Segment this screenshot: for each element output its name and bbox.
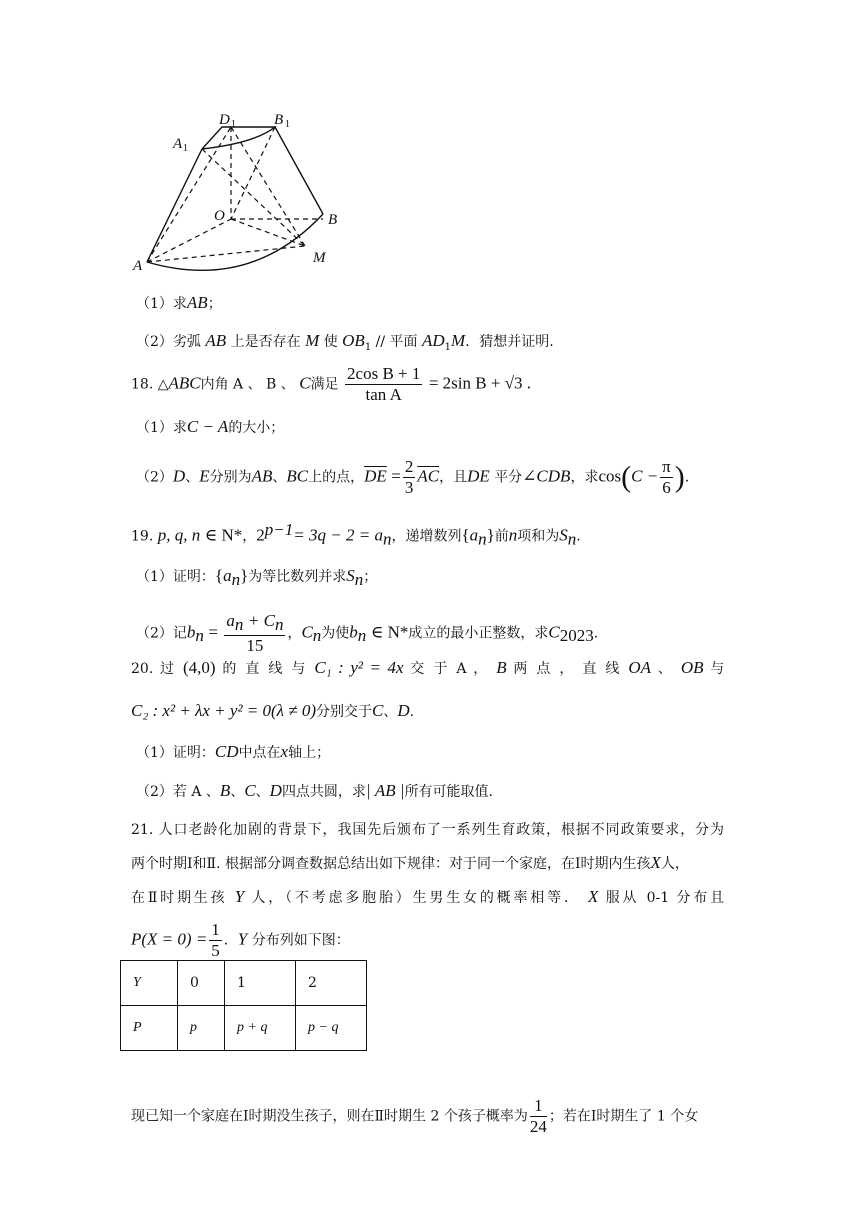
q19-part2: （2）记$b_n$ = $\frac{a_n + C_n}{15}$ ，$C_n$为使$b_n$ ∈ N*成立的最小正整数，求$C_{2023}$.	[136, 611, 599, 655]
label-D1-sub: 1	[231, 119, 236, 130]
distribution-table	[120, 960, 367, 1051]
label-M: M	[313, 250, 326, 266]
label-D1: D	[219, 112, 230, 128]
q17-part2: （2）劣弧 AB 上是否存在 M 使 $OB_1$ // 平面 $AD_1M$．猜想并证明.	[136, 331, 554, 353]
q20-line2: C₂ : x² + λx + y² = 0(λ ≠ 0)分别交于C、D.	[131, 701, 415, 720]
label-B1: B	[274, 112, 284, 128]
q20-part1: （1）证明：CD中点在x轴上；	[136, 742, 331, 761]
label-A1-sub: 1	[183, 143, 188, 154]
label-O: O	[214, 208, 225, 224]
label-B1-sub: 1	[285, 119, 290, 130]
q19-part1: （1）证明：$\{a_n\}$为等比数列并求$S_n$；	[136, 566, 378, 589]
q21-line3: 在Ⅱ时期生孩 Y 人，（不考虑多胞胎）生男生女的概率相等． X 服从 0-1 分布且	[131, 887, 725, 906]
q18-stem: 18. △ABC内角 A 、 B 、 C满足 $\frac{\text{2cos B + 1}}{\text{tan A}}$ = 2sin B + √3 .	[131, 364, 532, 404]
geometry-figure	[125, 105, 345, 280]
q21-line5: 现已知一个家庭在Ⅰ时期没生孩子，则在Ⅱ时期生 2 个孩子概率为 $\frac{1}{24}$ ；若在Ⅰ时期生了 1 个女	[131, 1096, 699, 1136]
q18-fraction: $\frac{\text{2cos B + 1}}{\text{tan A}}$	[347, 364, 421, 404]
q21-line4: P(X = 0) = $\frac{1}{5}$ ．Y 分布列如下图：	[131, 920, 350, 960]
q18-part2: （2）D、E分别为AB、BC上的点，$\overline{DE}$ = $\frac{2}{3}$ $\overline{AC}$，且DE 平分∠CDB，求cos(C − $\frac{\pi}{6}$ ).	[136, 457, 690, 497]
q18-part1: （1）求C − A的大小；	[136, 417, 285, 436]
q21-line2: 两个时期Ⅰ和Ⅱ. 根据部分调查数据总结出如下规律：对于同一个家庭，在Ⅰ时期内生孩X人，	[131, 853, 689, 872]
table-row: Y 0 1 2	[121, 961, 367, 1006]
q20-part2: （2）若 A 、B、C、D四点共圆，求| AB |所有可能取值.	[136, 781, 494, 800]
q21-line1: 21. 人口老龄化加剧的背景下，我国先后颁布了一系列生育政策，根据不同政策要求，分为	[131, 822, 724, 838]
q20-line1: 20. 过 (4,0) 的 直 线 与 C₁ : y² = 4x 交 于 A ， B 两 点 ， 直 线 OA 、 OB 与	[131, 658, 725, 677]
label-A1: A	[173, 136, 183, 152]
q19-stem: 19. p, q, n ∈ N*，$2^{p-1}= 3q - 2 = a_n$，递增数列$\{a_n\}$前n项和为$S_n$.	[131, 520, 581, 549]
q17-part1: （1）求AB；	[136, 293, 222, 312]
label-B: B	[328, 212, 338, 228]
table-row: P p p + q p − q	[121, 1006, 367, 1051]
label-A: A	[133, 258, 143, 274]
